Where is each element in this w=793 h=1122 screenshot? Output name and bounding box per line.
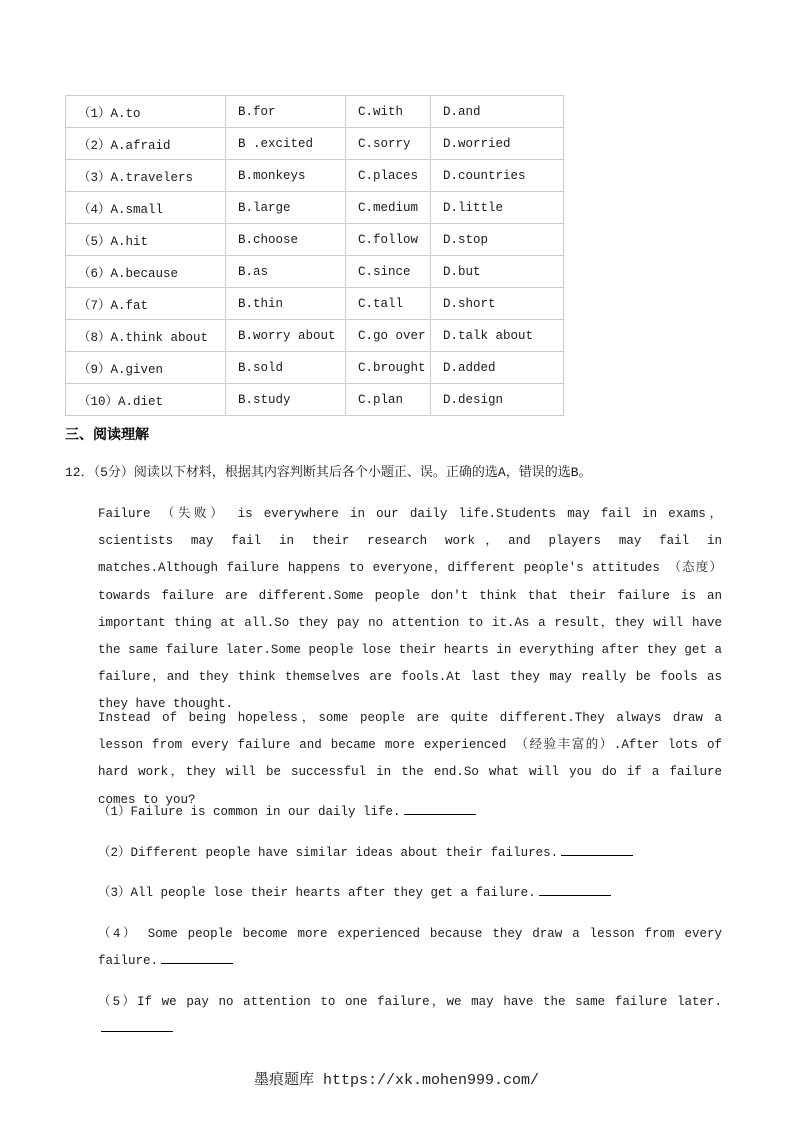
option-cell: C.brought [346,352,431,384]
option-cell: C.with [346,96,431,128]
item-text: （4） Some people become more experienced because they draw a lesson from every failure. [98,927,722,969]
answer-blank [539,883,611,896]
section-title: 三、阅读理解 [65,428,149,444]
passage-paragraph-1: Failure （失败） is everywhere in our daily life.Students may fail in exams，scientists may fail in their research work，and players may fail in matches.Although failure happens to everyone，different people's attitudes （态度） towards failure are different.Some people don't think that their failure is an important thing at all.So they pay no attention to it.As a result，they will have the same failure later.Some people lose their hearts in everything after they get a failure，and they think themselves are fools.At last they may really be fools as they have thought. [98,507,722,712]
table-row [66,96,564,128]
option-cell: D.little [431,192,564,224]
option-cell: B.monkeys [226,160,346,192]
option-cell: D.talk about [431,320,564,352]
item-text: （5）If we pay no attention to one failure，we may have the same failure later. [98,995,722,1010]
options-table [65,95,564,416]
answer-blank [101,1019,173,1032]
option-cell: B.large [226,192,346,224]
option-cell: （8）A.think about [66,320,226,352]
option-cell: C.places [346,160,431,192]
option-cell: C.sorry [346,128,431,160]
option-cell: （2）A.afraid [66,128,226,160]
true-false-item-4 [98,921,722,975]
option-cell: D.and [431,96,564,128]
true-false-item-2 [98,840,722,867]
option-cell: C.since [346,256,431,288]
option-cell: B.study [226,384,346,416]
option-cell: B.choose [226,224,346,256]
option-cell: （5）A.hit [66,224,226,256]
option-cell: B.thin [226,288,346,320]
option-cell: （4）A.small [66,192,226,224]
table-row [66,256,564,288]
option-cell: D.countries [431,160,564,192]
true-false-item-3 [98,880,722,907]
item-text: （2）Different people have similar ideas about their failures. [98,845,559,860]
table-row [66,224,564,256]
option-cell: （9）A.given [66,352,226,384]
option-cell: D.stop [431,224,564,256]
option-cell: C.go over [346,320,431,352]
table-row [66,320,564,352]
item-text: （3）All people lose their hearts after they get a failure. [98,886,536,901]
option-cell: C.plan [346,384,431,416]
option-cell: D.short [431,288,564,320]
true-false-items [98,799,722,1057]
item-text: （1）Failure is common in our daily life. [98,805,401,819]
table-row [66,160,564,192]
option-cell: C.follow [346,224,431,256]
true-false-item-1 [98,799,722,826]
passage-paragraph-2: Instead of being hopeless，some people are quite different.They always draw a lesson from every failure and became more experienced （经验丰富的）.After lots of hard work，they will be successful in the end.So what will you do if a failure comes to you? [98,711,722,807]
option-cell: B.worry about [226,320,346,352]
option-cell: （3）A.travelers [66,160,226,192]
table-row [66,352,564,384]
option-cell: （1）A.to [66,96,226,128]
option-cell: C.tall [346,288,431,320]
option-cell: D.but [431,256,564,288]
table-row [66,192,564,224]
option-cell: （6）A.because [66,256,226,288]
table-row [66,288,564,320]
option-cell: B.for [226,96,346,128]
option-cell: B.sold [226,352,346,384]
option-cell: D.worried [431,128,564,160]
option-cell: （10）A.diet [66,384,226,416]
answer-blank [404,802,476,815]
option-cell: B.as [226,256,346,288]
answer-blank [561,843,633,856]
option-cell: D.design [431,384,564,416]
footer [0,1068,793,1089]
table-row [66,384,564,416]
option-cell: C.medium [346,192,431,224]
answer-blank [161,951,233,964]
option-cell: （7）A.fat [66,288,226,320]
true-false-item-5 [98,989,722,1043]
option-cell: D.added [431,352,564,384]
footer-text: 墨痕题库 https://xk.mohen999.com/ [253,1072,540,1089]
table-row [66,128,564,160]
question-stem: 12．（5分）阅读以下材料，根据其内容判断其后各个小题正、误。正确的选A，错误的选B。 [65,465,592,480]
option-cell: B .excited [226,128,346,160]
